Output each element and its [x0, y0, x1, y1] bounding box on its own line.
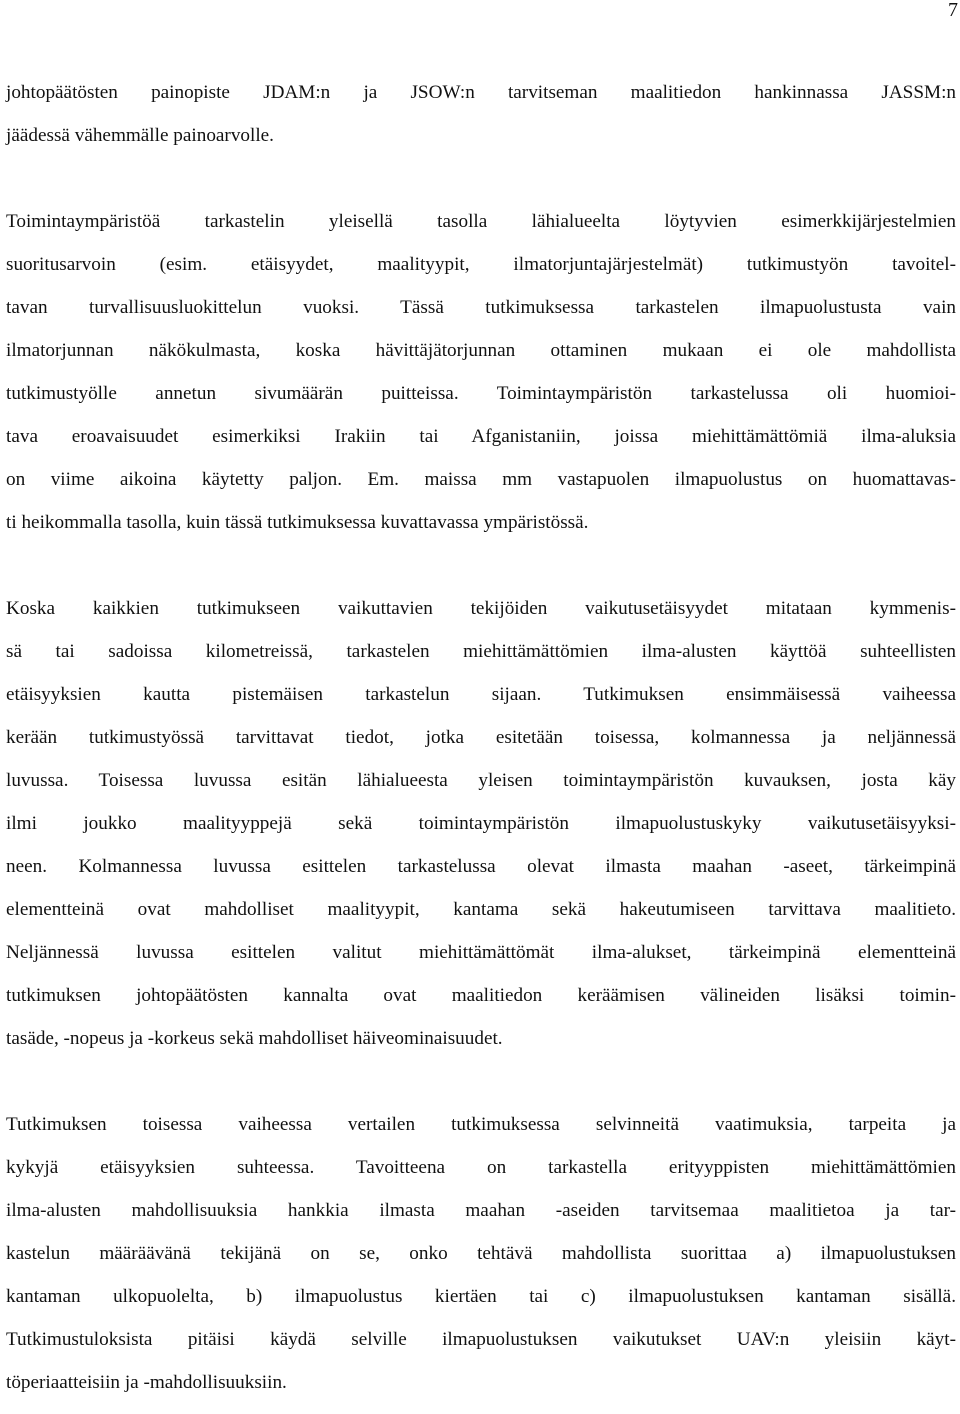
text-line: neen. Kolmannessa luvussa esittelen tarkastelussa olevat ilmasta maahan -aseet, tärkeimpinä	[6, 856, 956, 877]
text-line: tutkimuksen johtopäätösten kannalta ovat maalitiedon keräämisen välineiden lisäksi toimin-	[6, 985, 956, 1006]
text-line: tutkimustyölle annetun sivumäärän puitteissa. Toimintaympäristön tarkastelussa oli huomioi-	[6, 383, 956, 404]
text-line: tasäde, -nopeus ja -korkeus sekä mahdolliset häiveominaisuudet.	[6, 1028, 503, 1049]
text-line: Koska kaikkien tutkimukseen vaikuttavien tekijöiden vaikutusetäisyydet mitataan kymmenis-	[6, 598, 956, 619]
text-line: tavan turvallisuusluokittelun vuoksi. Tässä tutkimuksessa tarkastelen ilmapuolustusta vain	[6, 297, 956, 318]
text-line: töperiaatteisiin ja -mahdollisuuksiin.	[6, 1372, 287, 1393]
page-number: 7	[948, 0, 958, 21]
text-line: Tutkimuksen toisessa vaiheessa vertailen tutkimuksessa selvinneitä vaatimuksia, tarpeita ja	[6, 1114, 956, 1135]
text-line: elementteinä ovat mahdolliset maalityypit, kantama sekä hakeutumiseen tarvittava maalitieto.	[6, 899, 956, 920]
paragraph-2	[6, 200, 956, 544]
paragraph-4	[6, 1103, 956, 1404]
paragraph-1	[6, 71, 956, 157]
text-line: johtopäätösten painopiste JDAM:n ja JSOW:n tarvitseman maalitiedon hankinnassa JASSM:n	[6, 82, 956, 103]
text-line: ilmatorjunnan näkökulmasta, koska hävittäjätorjunnan ottaminen mukaan ei ole mahdollista	[6, 340, 956, 361]
text-line: ilmi joukko maalityyppejä sekä toimintaympäristön ilmapuolustuskyky vaikutusetäisyyksi-	[6, 813, 956, 834]
paragraph-3	[6, 587, 956, 1060]
text-line: etäisyyksien kautta pistemäisen tarkastelun sijaan. Tutkimuksen ensimmäisessä vaiheessa	[6, 684, 956, 705]
paragraph-gap	[6, 544, 956, 587]
text-line: Toimintaympäristöä tarkastelin yleisellä tasolla lähialueelta löytyvien esimerkkijärjestelmien	[6, 211, 956, 232]
text-line: luvussa. Toisessa luvussa esitän lähialueesta yleisen toimintaympäristön kuvauksen, josta käy	[6, 770, 956, 791]
text-line: tava eroavaisuudet esimerkiksi Irakiin tai Afganistaniin, joissa miehittämättömiä ilma-aluksia	[6, 426, 956, 447]
text-line: kerään tutkimustyössä tarvittavat tiedot, jotka esitetään toisessa, kolmannessa ja neljännessä	[6, 727, 956, 748]
text-line: kantaman ulkopuolelta, b) ilmapuolustus kiertäen tai c) ilmapuolustuksen kantaman sisällä.	[6, 1286, 956, 1307]
paragraph-gap	[6, 1060, 956, 1103]
text-line: Neljännessä luvussa esittelen valitut miehittämättömät ilma-alukset, tärkeimpinä elementteinä	[6, 942, 956, 963]
text-line: kastelun määräävänä tekijänä on se, onko tehtävä mahdollista suorittaa a) ilmapuolustuksen	[6, 1243, 956, 1264]
paragraph-gap	[6, 157, 956, 200]
text-line: sä tai sadoissa kilometreissä, tarkastelen miehittämättömien ilma-alusten käyttöä suhteellisten	[6, 641, 956, 662]
text-line: kykyjä etäisyyksien suhteessa. Tavoitteena on tarkastella erityyppisten miehittämättömien	[6, 1157, 956, 1178]
text-line: jäädessä vähemmälle painoarvolle.	[6, 125, 274, 146]
text-line: on viime aikoina käytetty paljon. Em. maissa mm vastapuolen ilmapuolustus on huomattavas-	[6, 469, 956, 490]
text-line: ilma-alusten mahdollisuuksia hankkia ilmasta maahan -aseiden tarvitsemaa maalitietoa ja tar-	[6, 1200, 956, 1221]
text-line: ti heikommalla tasolla, kuin tässä tutkimuksessa kuvattavassa ympäristössä.	[6, 512, 589, 533]
text-line: suoritusarvoin (esim. etäisyydet, maalityypit, ilmatorjuntajärjestelmät) tutkimustyön tavoitel-	[6, 254, 956, 275]
text-line: Tutkimustuloksista pitäisi käydä selville ilmapuolustuksen vaikutukset UAV:n yleisiin käyt-	[6, 1329, 956, 1350]
document-body	[6, 71, 956, 1404]
